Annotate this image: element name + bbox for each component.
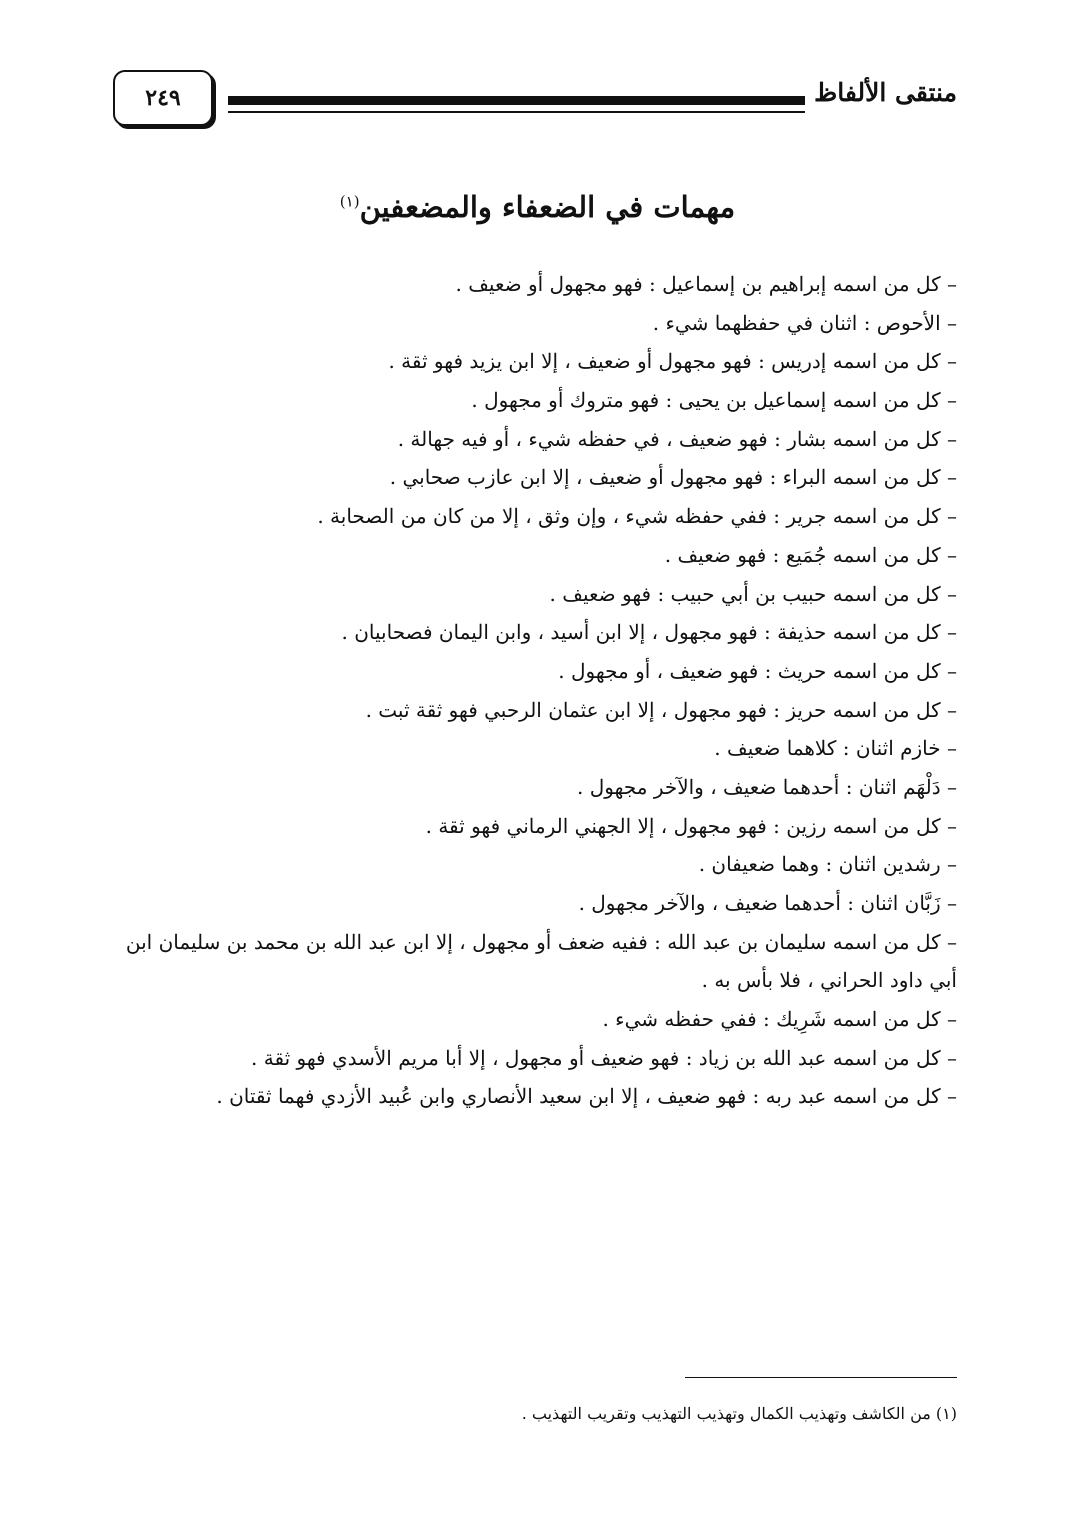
list-item: – كل من اسمه شَرِيك : ففي حفظه شيء . [602,1007,957,1032]
list-item: – كل من اسمه جُمَيع : فهو ضعيف . [664,542,957,567]
list-item: – خازم اثنان : كلاهما ضعيف . [714,736,957,761]
footnote-text: (١) من الكاشف وتهذيب الكمال وتهذيب التهذيب وتقريب التهذيب . [521,1404,957,1423]
list-item: – كل من اسمه البراء : فهو مجهول أو ضعيف ، إلا ابن عازب صحابي . [389,465,957,490]
list-item: – دَلْهَم اثنان : أحدهما ضعيف ، والآخر مجهول . [577,774,957,799]
page-number-badge: ٢٤٩ [113,70,213,126]
list-item: – كل من اسمه حذيفة : فهو مجهول ، إلا ابن أسيد ، وابن اليمان فصحابيان . [341,620,957,645]
list-item: – كل من اسمه حريز : فهو مجهول ، إلا ابن عثمان الرحبي فهو ثقة ثبت . [365,697,957,722]
footnote-separator [685,1377,957,1378]
list-item: – كل من اسمه حبيب بن أبي حبيب : فهو ضعيف . [549,581,957,606]
list-item: – زَبَّان اثنان : أحدهما ضعيف ، والآخر مجهول . [578,891,957,915]
footnote-marker: (١) [339,192,360,211]
list-item: – كل من اسمه حريث : فهو ضعيف ، أو مجهول . [558,658,957,683]
list-item: – كل من اسمه إبراهيم بن إسماعيل : فهو مجهول أو ضعيف . [455,272,957,296]
list-item: – كل من اسمه جرير : ففي حفظه شيء ، وإن وثق ، إلا من كان من الصحابة . [317,504,957,529]
list-item: – كل من اسمه سليمان بن عبد الله : ففيه ضعف أو مجهول ، إلا ابن عبد الله بن محمد بن سليمان ابن أبي داود الحراني ، فلا بأس به . [125,929,957,993]
list-item: – رشدين اثنان : وهما ضعيفان . [698,852,957,877]
list-item: – كل من اسمه إسماعيل بن يحيى : فهو متروك أو مجهول . [471,388,957,413]
section-heading [0,190,1075,224]
header-rule-thin [228,111,805,113]
list-item: – كل من اسمه عبد ربه : فهو ضعيف ، إلا ابن سعيد الأنصاري وابن عُبيد الأزدي فهما ثقتان . [216,1084,957,1109]
running-header-title: منتقى الألفاظ [814,78,957,107]
list-item: – الأحوص : اثنان في حفظهما شيء . [652,310,957,335]
body-text [112,265,957,1116]
list-item: – كل من اسمه بشار : فهو ضعيف ، في حفظه شيء ، أو فيه جهالة . [397,426,957,451]
header-rule-thick [228,96,805,105]
list-item: – كل من اسمه إدريس : فهو مجهول أو ضعيف ، إلا ابن يزيد فهو ثقة . [388,349,957,374]
list-item: – كل من اسمه عبد الله بن زياد : فهو ضعيف أو مجهول ، إلا أبا مريم الأسدي فهو ثقة . [251,1045,957,1070]
section-heading-text: مهمات في الضعفاء والمضعفين [359,190,736,224]
list-item: – كل من اسمه رزين : فهو مجهول ، إلا الجهني الرماني فهو ثقة . [425,813,957,838]
